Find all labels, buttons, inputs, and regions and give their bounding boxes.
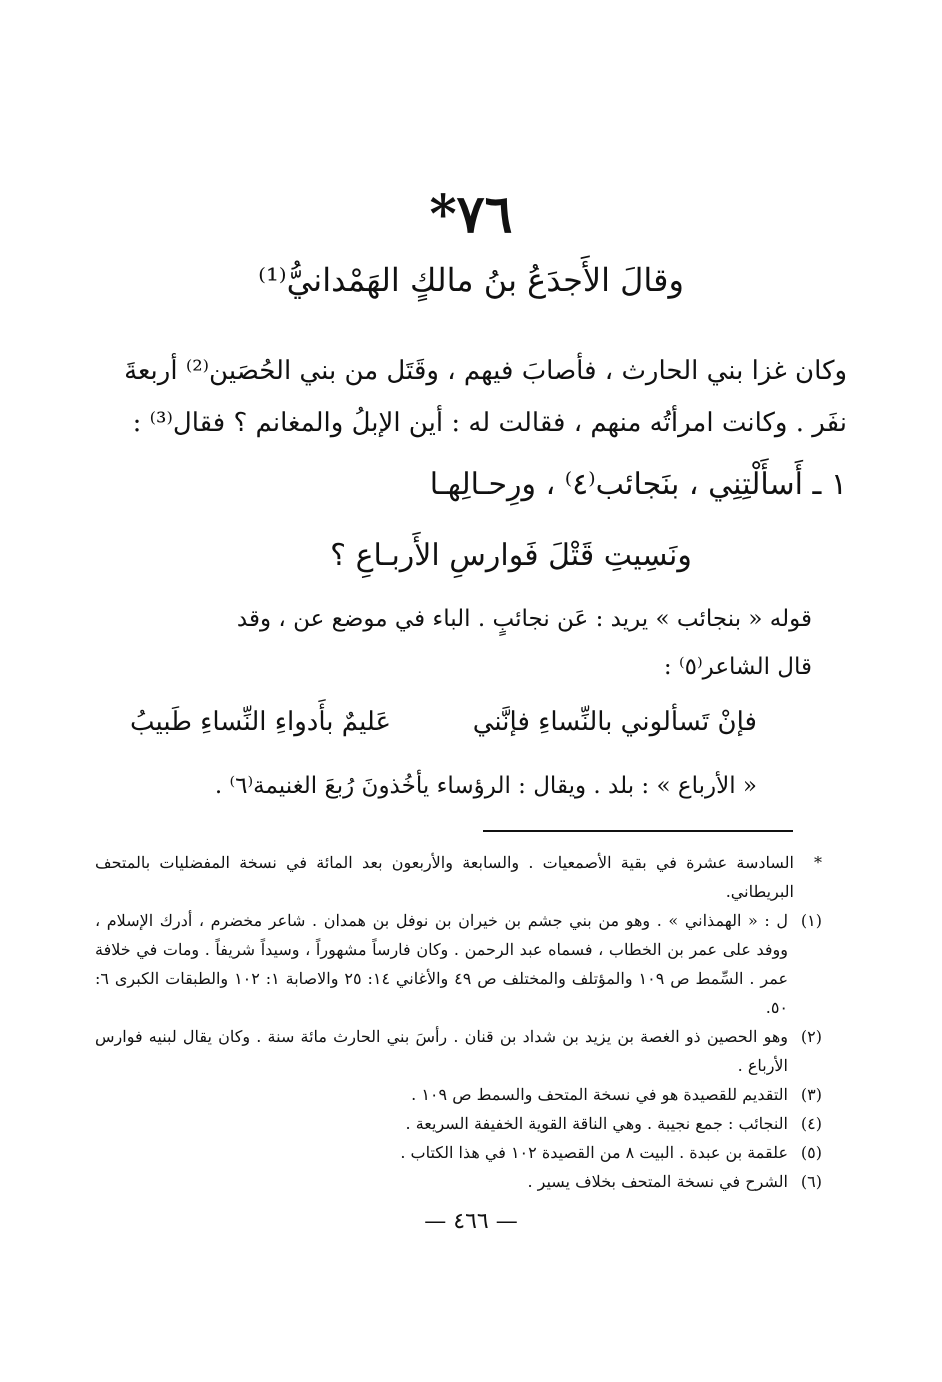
footnote-item bbox=[95, 1080, 822, 1109]
footnote-divider bbox=[483, 830, 793, 832]
commentary-line: قوله « بنجائب » يريد : عَن نجائبٍ . الباء في موضع عن ، وقد bbox=[236, 606, 812, 632]
footnote-item bbox=[95, 848, 822, 906]
footnote-text: التقديم للقصيدة هو في نسخة المتحف والسمط ص ١٠٩ . bbox=[411, 1085, 788, 1104]
poem-title: وقالَ الأَجدَعُ بنُ مالكٍ الهَمْدانيُّ⁽¹⁾ bbox=[258, 261, 684, 299]
footnote-marker: (٣) bbox=[800, 1085, 822, 1104]
poem-number: ٧٦* bbox=[429, 184, 513, 245]
footnotes bbox=[95, 848, 822, 1196]
footnote-text: السادسة عشرة في بقية الأصمعيات . والسابعة والأربعون بعد المائة في نسخة المفضليات بالمتحف البريطاني. bbox=[95, 853, 794, 901]
footnote-item bbox=[95, 1022, 822, 1080]
footnote-marker: (٤) bbox=[800, 1114, 822, 1133]
footnote-item bbox=[95, 906, 822, 1022]
footnote-marker: * bbox=[814, 853, 822, 872]
footnote-text: الشرح في نسخة المتحف بخلاف يسير . bbox=[527, 1172, 788, 1191]
footnote-item bbox=[95, 1138, 822, 1167]
footnote-text: ل : « الهمذاني » . وهو من بني جشم بن خيران بن نوفل بن همدان . شاعر مخضرم ، أدرك الإسلام ، ووفد على عمر بن الخطاب ، فسماه عبد الرحمن . وكان فارساً مشهوراً ، وسيداً شريفاً . ومات في خلافة عمر . السِّمط ص ١٠٩ والمؤتلف والمختلف ص ٤٩ والأغاني ١٤: ٢٥ والاصابة ١: ١٠٢ والطبقات الكبرى ٦: ٥٠. bbox=[95, 911, 789, 1017]
footnote-marker: (٦) bbox=[800, 1172, 822, 1191]
footnote-marker: (٥) bbox=[800, 1143, 822, 1162]
intro-line: نفَر . وكانت امرأتُه منهم ، فقالت له : أين الإبلُ والمغانم ؟ فقال⁽³⁾ : bbox=[132, 408, 847, 438]
quoted-verse-second-hemistich: عَليمٌ بأَدواءِ النِّساءِ طَبيبُ bbox=[130, 707, 392, 737]
footnote-text: وهو الحصين ذو الغصة بن يزيد بن شداد بن قنان . رأسَ بني الحارث مائة سنة . وكان يقال لبنيه فوارس الأرباع . bbox=[95, 1027, 788, 1075]
arba-explanation: « الأرباع » : بلد . ويقال : الرؤساء يأخُذونَ رُبعَ الغنيمة⁽٦⁾ . bbox=[214, 773, 757, 799]
footnote-marker: (٢) bbox=[800, 1027, 822, 1046]
page-number: — ٤٦٦ — bbox=[424, 1209, 518, 1234]
verse-second-hemistich: ونَسِيتِ قَتْلَ فَوارسِ الأَربـاعِ ؟ bbox=[330, 538, 692, 573]
quoted-verse-first-hemistich: فإنْ تَسألوني بالنِّساءِ فإنَّني bbox=[472, 707, 757, 737]
footnote-item bbox=[95, 1167, 822, 1196]
commentary bbox=[95, 595, 812, 691]
footnote-item bbox=[95, 1109, 822, 1138]
commentary-line: قال الشاعر⁽٥⁾ : bbox=[663, 654, 812, 680]
intro-line: وكان غزا بني الحارث ، فأصابَ فيهم ، وقَتَل من بني الحُصَين⁽²⁾ أربعةَ bbox=[124, 356, 847, 386]
footnote-text: علقمة بن عبدة . البيت ٨ من القصيدة ١٠٢ في هذا الكتاب . bbox=[400, 1143, 788, 1162]
footnote-text: النجائب : جمع نجيبة . وهي الناقة القوية الخفيفة السريعة . bbox=[405, 1114, 788, 1133]
quoted-verse bbox=[130, 698, 757, 746]
verse-first-hemistich: ١ ـ أَسأَلْتِنِي ، بنَجائب⁽٤⁾ ، ورِحـالِهـا bbox=[429, 467, 847, 502]
footnote-marker: (١) bbox=[800, 911, 822, 930]
intro-paragraph bbox=[95, 345, 847, 449]
